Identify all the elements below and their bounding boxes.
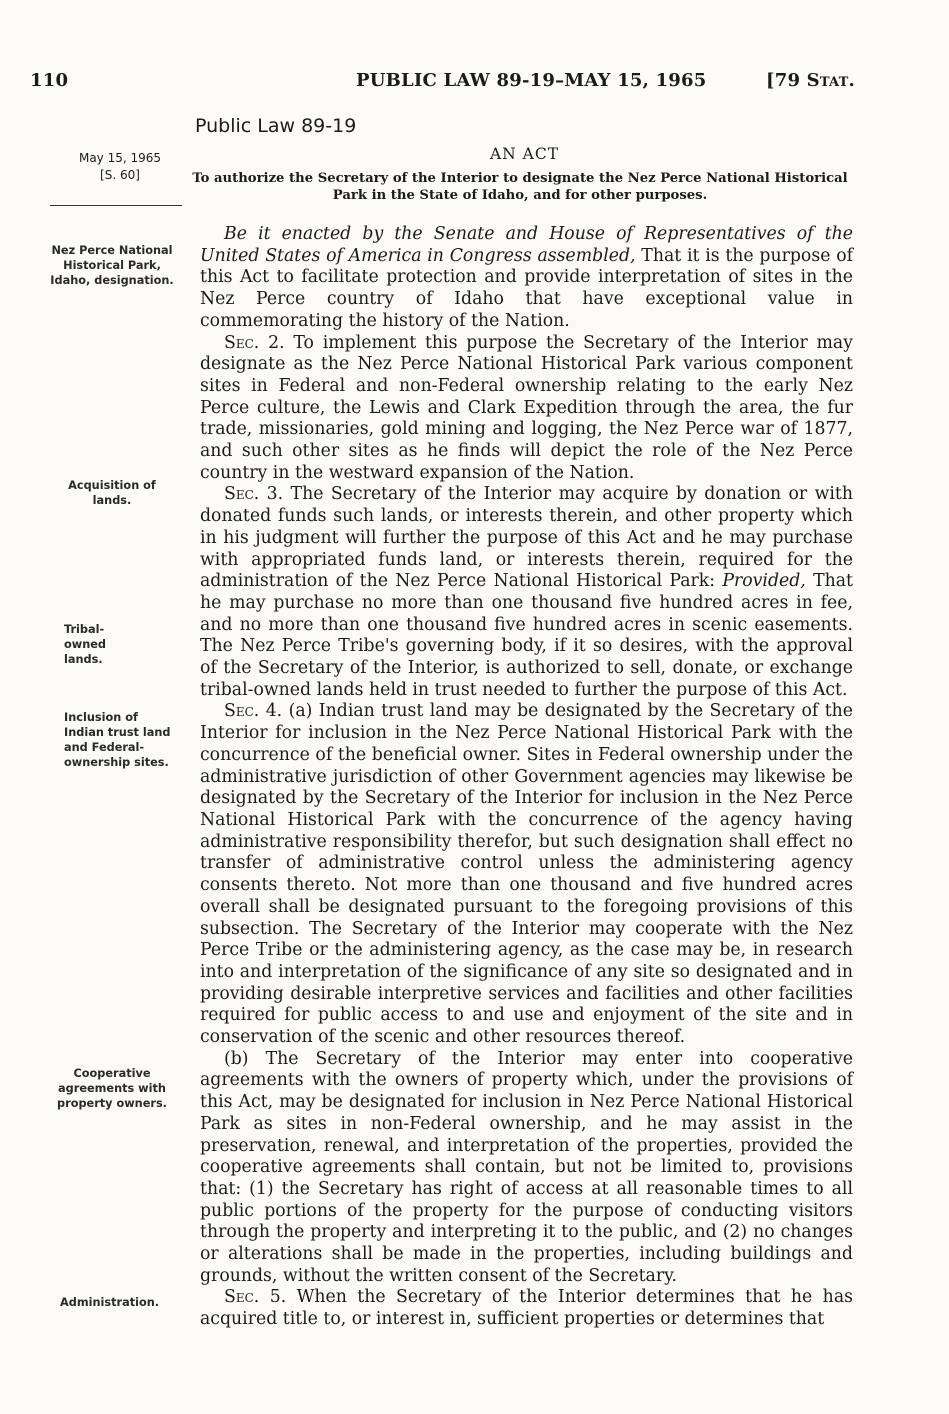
sidenote-designation: Nez Perce National Historical Park, Idaho, designation. xyxy=(50,244,174,287)
section-3-label: Sec. 3. xyxy=(224,484,284,505)
section-5-label: Sec. 5. xyxy=(224,1287,287,1308)
section-4a xyxy=(200,701,853,1048)
section-3 xyxy=(200,484,853,701)
section-4-label: Sec. 4. xyxy=(224,701,283,722)
volume-reference: [79 Stat. xyxy=(766,70,855,91)
bill-number: [S. 60] xyxy=(100,168,140,182)
sidenote-cooperative: Cooperative agreements with property owners. xyxy=(57,1067,167,1110)
section-4a-text: (a) Indian trust land may be designated by the Secretary of the Interior for inclusion in the Nez Perce National Historical Park with the concurrence of the beneficial owner. Sites in Federal ownership under the administrative jurisdiction of other Government agencies may likewise be designated by the Secretary of the Interior for inclusion in the Nez Perce National Historical Park with the concurrence of the agency having administrative responsibility therefor, but such designation shall effect no transfer of administrative control unless the administering agency consents thereto. Not more than one thousand and five hundred acres overall shall be designated pursuant to the foregoing provisions of this subsection. The Secretary of the Interior may cooperate with the Nez Perce Tribe or the administering agency, as the case may be, in research into and interpretation of the significance of any site so designated and in providing desirable interpretive services and facilities and other facilities required for public access to and use and enjoyment of the site and in conservation of the scenic and other resources thereof. xyxy=(200,701,853,1048)
section-3-text-a: The Secretary of the Interior may acquire by donation or with donated funds such lands, or interests therein, and other property which in his judgment will further the purpose of this Act and he may purchase with appropriated funds land, or interests therein, required for the administration of the Nez Perce National Historical Park: xyxy=(200,484,853,592)
act-heading: AN ACT xyxy=(489,145,560,163)
act-purpose: To authorize the Secretary of the Interior to designate the Nez Perce National Historical Park in the State of Idaho, and for other purposes. xyxy=(192,171,848,203)
page-number: 110 xyxy=(30,70,69,91)
enacting-clause xyxy=(200,224,853,333)
sidenote-acquisition: Acquisition of lands. xyxy=(68,479,156,507)
sidenote-tribal: Tribal-owned lands. xyxy=(64,623,106,666)
enacting-formula: Be it enacted by the Senate and House of Representatives of the United States of America in Congress assembled, xyxy=(200,224,853,266)
section-4b: (b) The Secretary of the Interior may enter into cooperative agreements with the owners of property which, under the provisions of this Act, may be designated for inclusion in Nez Perce National Historical Park as sites in non-Federal ownership, and he may assist in the preservation, renewal, and interpretation of the properties, provided the cooperative agreements shall contain, but not be limited to, provisions that: (1) the Secretary has right of access at all reasonable times to all public portions of the property for the purpose of conducting visitors through the property and interpreting it to the public, and (2) no changes or alterations shall be made in the properties, including buildings and grounds, without the written consent of the Secretary. xyxy=(200,1048,853,1286)
section-5-text: When the Secretary of the Interior determines that he has acquired title to, or interest in, sufficient properties or determines that xyxy=(200,1287,853,1330)
enactment-date: May 15, 1965 xyxy=(78,151,162,165)
section-1-text: That it is the purpose of this Act to facilitate protection and provide interpretation of sites in the Nez Perce country of Idaho that have exceptional value in commemorating the history of the Nation. xyxy=(200,245,853,331)
section-5 xyxy=(200,1287,853,1330)
section-3-provided: Provided, xyxy=(722,571,806,592)
page-header xyxy=(0,70,949,94)
margin-divider xyxy=(50,205,182,206)
section-2-text: To implement this purpose the Secretary of the Interior may designate as the Nez Perce National Historical Park various component sites in Federal and non-Federal ownership relating to the early Nez Perce culture, the Lewis and Clark Expedition through the area, the fur trade, missionaries, gold mining and logging, the Nez Perce war of 1877, and such other sites as he finds will depict the role of the Nez Perce country in the westward expansion of the Nation. xyxy=(200,332,853,483)
running-head: PUBLIC LAW 89-19–MAY 15, 1965 xyxy=(356,70,707,91)
sidenote-inclusion: Inclusion of Indian trust land and Federal-ownership sites. xyxy=(64,711,171,769)
act-body xyxy=(200,224,853,1331)
margin-date-block xyxy=(60,150,180,184)
section-3-text-b: That he may purchase no more than one thousand five hundred acres in fee, and no more than one thousand five hundred acres in scenic easements. The Nez Perce Tribe's governing body, if it so desires, with the approval of the Secretary of the Interior, is authorized to sell, donate, or exchange tribal-owned lands held in trust needed to further the purpose of this Act. xyxy=(200,571,853,700)
sidenote-administration: Administration. xyxy=(60,1296,160,1309)
section-2 xyxy=(200,333,853,485)
law-title: Public Law 89-19 xyxy=(195,115,357,137)
section-2-label: Sec. 2. xyxy=(224,332,285,353)
